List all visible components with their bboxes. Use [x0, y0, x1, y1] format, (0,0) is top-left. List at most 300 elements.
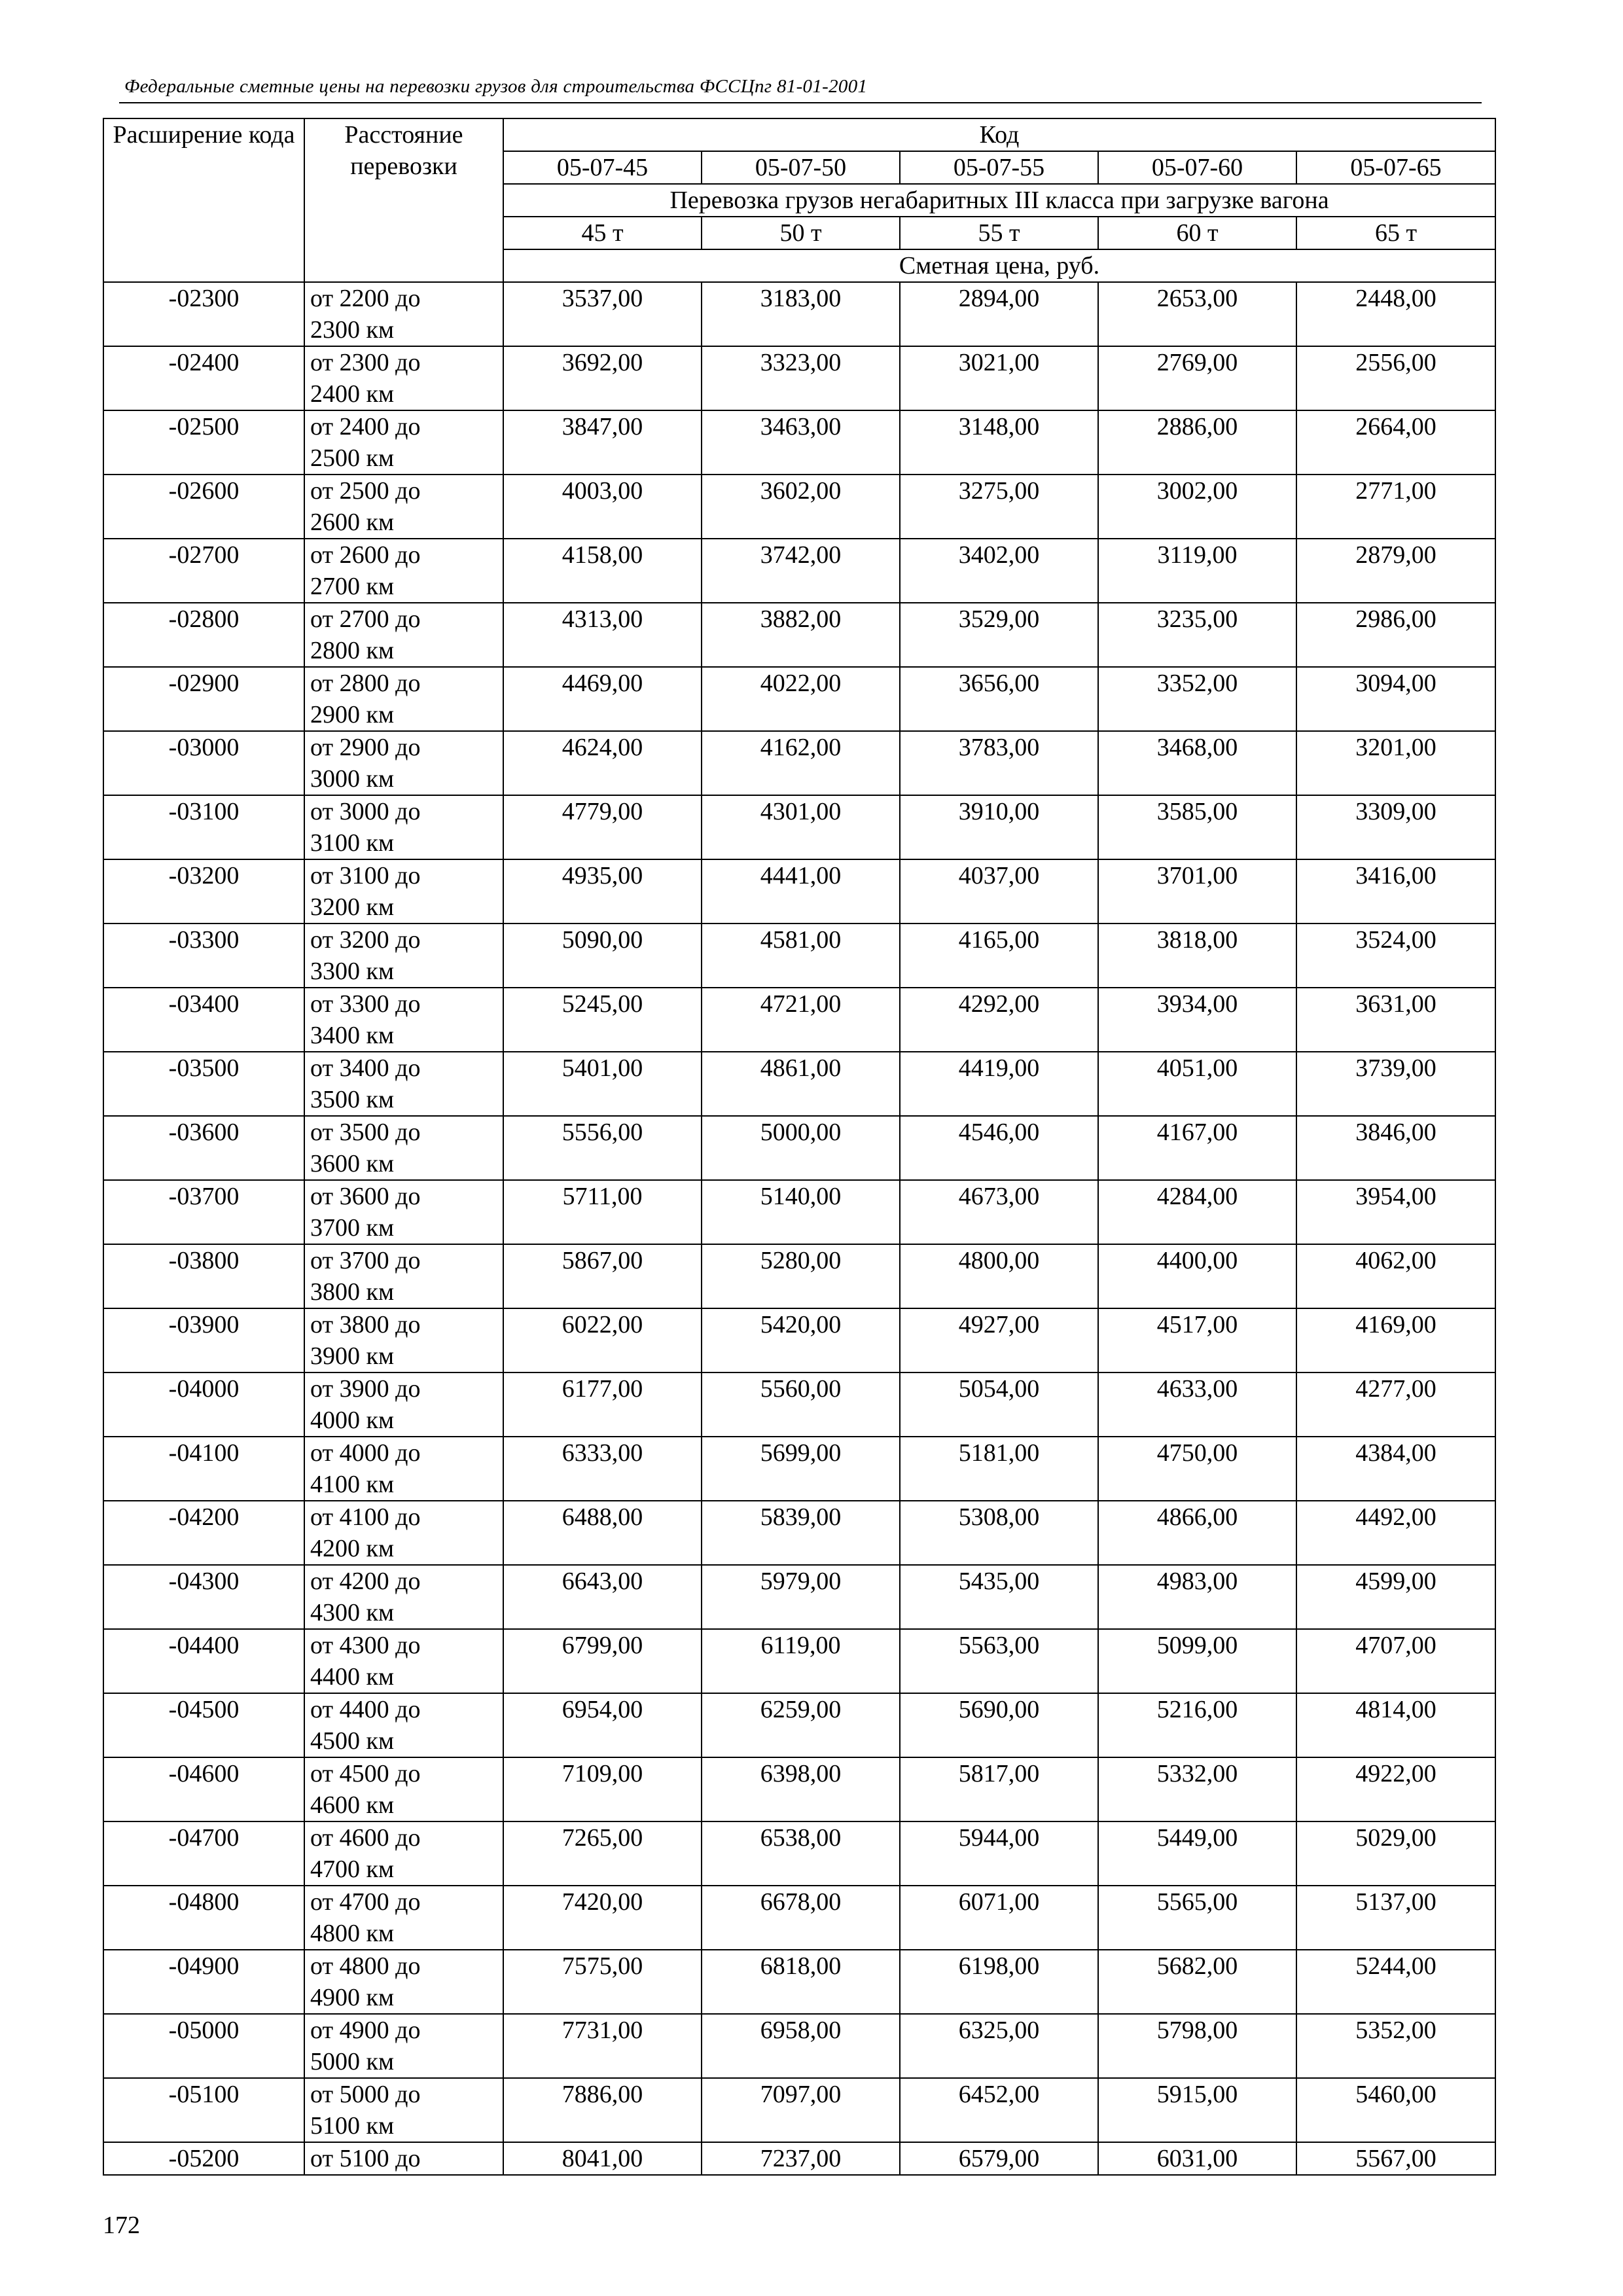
- price-cell: 4313,00: [503, 603, 702, 667]
- table-row: [103, 603, 1495, 667]
- price-cell: 2879,00: [1296, 539, 1495, 603]
- distance-line: 4000 км: [310, 1407, 395, 1434]
- table-row: [103, 1757, 1495, 1821]
- distance-line: от 2800 до: [310, 670, 421, 697]
- row-code: -03700: [103, 1180, 304, 1244]
- price-cell: 3656,00: [900, 667, 1098, 731]
- price-cell: 4599,00: [1296, 1565, 1495, 1629]
- row-distance: [304, 924, 503, 988]
- price-cell: 5401,00: [503, 1052, 702, 1116]
- price-cell: 4779,00: [503, 795, 702, 859]
- price-cell: 4400,00: [1098, 1244, 1296, 1308]
- price-cell: 2771,00: [1296, 475, 1495, 539]
- price-cell: 3275,00: [900, 475, 1098, 539]
- header-code: 05-07-65: [1296, 151, 1495, 184]
- header-load: 65 т: [1296, 217, 1495, 249]
- price-cell: 5029,00: [1296, 1821, 1495, 1886]
- distance-line: от 3900 до: [310, 1375, 421, 1403]
- header-code: 05-07-50: [702, 151, 900, 184]
- distance-line: от 4000 до: [310, 1439, 421, 1467]
- price-cell: 3585,00: [1098, 795, 1296, 859]
- header-distance: Расстояние перевозки: [304, 118, 503, 282]
- price-cell: 5699,00: [702, 1437, 900, 1501]
- row-code: -04600: [103, 1757, 304, 1821]
- row-distance: [304, 1501, 503, 1565]
- row-code: -03400: [103, 988, 304, 1052]
- row-distance: [304, 1950, 503, 2014]
- table-row: [103, 924, 1495, 988]
- row-code: -04100: [103, 1437, 304, 1501]
- price-cell: 2448,00: [1296, 282, 1495, 346]
- price-cell: 3910,00: [900, 795, 1098, 859]
- header-code: 05-07-45: [503, 151, 702, 184]
- price-cell: 2664,00: [1296, 410, 1495, 475]
- distance-line: 3800 км: [310, 1278, 395, 1306]
- row-code: -04400: [103, 1629, 304, 1693]
- row-code: -04300: [103, 1565, 304, 1629]
- price-cell: 3882,00: [702, 603, 900, 667]
- row-code: -02800: [103, 603, 304, 667]
- price-cell: 3402,00: [900, 539, 1098, 603]
- price-cell: 8041,00: [503, 2142, 702, 2175]
- price-cell: 6177,00: [503, 1372, 702, 1437]
- row-code: -03000: [103, 731, 304, 795]
- price-cell: 4800,00: [900, 1244, 1098, 1308]
- price-cell: 5435,00: [900, 1565, 1098, 1629]
- price-cell: 5245,00: [503, 988, 702, 1052]
- price-cell: 5216,00: [1098, 1693, 1296, 1757]
- price-cell: 3463,00: [702, 410, 900, 475]
- price-cell: 5556,00: [503, 1116, 702, 1180]
- price-cell: 5137,00: [1296, 1886, 1495, 1950]
- row-distance: [304, 346, 503, 410]
- distance-line: от 2500 до: [310, 477, 421, 505]
- price-cell: 7731,00: [503, 2014, 702, 2078]
- price-cell: 5798,00: [1098, 2014, 1296, 2078]
- header-price-label: Сметная цена, руб.: [503, 249, 1495, 282]
- price-cell: 3701,00: [1098, 859, 1296, 924]
- distance-line: от 5100 до: [310, 2145, 421, 2172]
- row-distance: [304, 539, 503, 603]
- row-code: -02400: [103, 346, 304, 410]
- row-code: -04000: [103, 1372, 304, 1437]
- distance-line: от 3100 до: [310, 862, 421, 889]
- price-cell: 5690,00: [900, 1693, 1098, 1757]
- table-row: [103, 1244, 1495, 1308]
- row-code: -02300: [103, 282, 304, 346]
- table-row: [103, 795, 1495, 859]
- distance-line: 2300 км: [310, 316, 395, 344]
- distance-line: 5000 км: [310, 2048, 395, 2075]
- table-row: [103, 1821, 1495, 1886]
- price-cell: 3783,00: [900, 731, 1098, 795]
- row-distance: [304, 410, 503, 475]
- price-cell: 4492,00: [1296, 1501, 1495, 1565]
- table-row: [103, 1180, 1495, 1244]
- price-cell: 4419,00: [900, 1052, 1098, 1116]
- table-row: [103, 1950, 1495, 2014]
- distance-line: 4400 км: [310, 1663, 395, 1691]
- price-cell: 5449,00: [1098, 1821, 1296, 1886]
- row-distance: [304, 1052, 503, 1116]
- price-cell: 4581,00: [702, 924, 900, 988]
- price-cell: 4814,00: [1296, 1693, 1495, 1757]
- distance-line: от 3000 до: [310, 798, 421, 825]
- row-distance: [304, 988, 503, 1052]
- price-cell: 4750,00: [1098, 1437, 1296, 1501]
- price-cell: 4673,00: [900, 1180, 1098, 1244]
- price-cell: 3323,00: [702, 346, 900, 410]
- row-distance: [304, 2014, 503, 2078]
- distance-line: 4600 км: [310, 1791, 395, 1819]
- price-cell: 5000,00: [702, 1116, 900, 1180]
- price-cell: 6678,00: [702, 1886, 900, 1950]
- header-load: 50 т: [702, 217, 900, 249]
- distance-line: 2600 км: [310, 509, 395, 536]
- price-cell: 4167,00: [1098, 1116, 1296, 1180]
- row-distance: [304, 731, 503, 795]
- distance-line: от 2900 до: [310, 734, 421, 761]
- price-cell: 7265,00: [503, 1821, 702, 1886]
- row-distance: [304, 2142, 503, 2175]
- price-cell: 3537,00: [503, 282, 702, 346]
- distance-line: 3300 км: [310, 958, 395, 985]
- price-cell: 6325,00: [900, 2014, 1098, 2078]
- price-cell: 3818,00: [1098, 924, 1296, 988]
- table-row: [103, 1886, 1495, 1950]
- distance-line: 3100 км: [310, 829, 395, 857]
- table-row: [103, 1372, 1495, 1437]
- distance-line: от 2700 до: [310, 605, 421, 633]
- price-cell: 2769,00: [1098, 346, 1296, 410]
- price-cell: 3742,00: [702, 539, 900, 603]
- distance-line: 2700 км: [310, 573, 395, 600]
- price-cell: 4441,00: [702, 859, 900, 924]
- price-cell: 3529,00: [900, 603, 1098, 667]
- distance-line: от 4600 до: [310, 1824, 421, 1852]
- distance-line: 3400 км: [310, 1022, 395, 1049]
- distance-line: от 3500 до: [310, 1119, 421, 1146]
- row-distance: [304, 859, 503, 924]
- price-cell: 4384,00: [1296, 1437, 1495, 1501]
- header-code-extension: Расширение кода: [103, 118, 304, 282]
- price-cell: 7420,00: [503, 1886, 702, 1950]
- price-cell: 4169,00: [1296, 1308, 1495, 1372]
- price-cell: 4624,00: [503, 731, 702, 795]
- distance-line: от 5000 до: [310, 2081, 421, 2108]
- distance-line: от 3300 до: [310, 990, 421, 1018]
- price-cell: 4922,00: [1296, 1757, 1495, 1821]
- price-cell: 3309,00: [1296, 795, 1495, 859]
- price-cell: 4633,00: [1098, 1372, 1296, 1437]
- table-row: [103, 2142, 1495, 2175]
- price-cell: 5140,00: [702, 1180, 900, 1244]
- price-cell: 4284,00: [1098, 1180, 1296, 1244]
- row-code: -02900: [103, 667, 304, 731]
- price-cell: 7237,00: [702, 2142, 900, 2175]
- table-row: [103, 1116, 1495, 1180]
- price-cell: 5817,00: [900, 1757, 1098, 1821]
- price-cell: 3352,00: [1098, 667, 1296, 731]
- distance-line: 3700 км: [310, 1214, 395, 1242]
- running-header: Федеральные сметные цены на перевозки грузов для строительства ФССЦпг 81-01-2001: [124, 76, 868, 97]
- price-cell: 3468,00: [1098, 731, 1296, 795]
- price-cell: 5332,00: [1098, 1757, 1296, 1821]
- price-cell: 3954,00: [1296, 1180, 1495, 1244]
- row-code: -05200: [103, 2142, 304, 2175]
- price-cell: 3692,00: [503, 346, 702, 410]
- distance-line: 4700 км: [310, 1856, 395, 1883]
- price-cell: 3602,00: [702, 475, 900, 539]
- distance-line: от 4700 до: [310, 1888, 421, 1916]
- price-cell: 3201,00: [1296, 731, 1495, 795]
- distance-line: от 4100 до: [310, 1503, 421, 1531]
- row-distance: [304, 1693, 503, 1757]
- price-cell: 4022,00: [702, 667, 900, 731]
- price-cell: 4037,00: [900, 859, 1098, 924]
- distance-line: от 3700 до: [310, 1247, 421, 1274]
- price-cell: 5090,00: [503, 924, 702, 988]
- row-distance: [304, 282, 503, 346]
- row-code: -04900: [103, 1950, 304, 2014]
- table-row: [103, 539, 1495, 603]
- price-table: [103, 118, 1496, 2176]
- price-cell: 5711,00: [503, 1180, 702, 1244]
- price-cell: 4721,00: [702, 988, 900, 1052]
- price-cell: 6538,00: [702, 1821, 900, 1886]
- distance-line: 3900 км: [310, 1342, 395, 1370]
- price-cell: 6259,00: [702, 1693, 900, 1757]
- table-row: [103, 667, 1495, 731]
- row-distance: [304, 1437, 503, 1501]
- price-cell: 3148,00: [900, 410, 1098, 475]
- row-distance: [304, 795, 503, 859]
- table-row: [103, 1501, 1495, 1565]
- price-cell: 7886,00: [503, 2078, 702, 2142]
- price-cell: 3002,00: [1098, 475, 1296, 539]
- price-cell: 7097,00: [702, 2078, 900, 2142]
- price-cell: 3846,00: [1296, 1116, 1495, 1180]
- row-distance: [304, 2078, 503, 2142]
- header-code: 05-07-60: [1098, 151, 1296, 184]
- price-cell: 2986,00: [1296, 603, 1495, 667]
- price-cell: 2886,00: [1098, 410, 1296, 475]
- header-code: 05-07-55: [900, 151, 1098, 184]
- distance-line: 2800 км: [310, 637, 395, 664]
- row-code: -03100: [103, 795, 304, 859]
- distance-line: 2500 км: [310, 444, 395, 472]
- price-cell: 4707,00: [1296, 1629, 1495, 1693]
- price-cell: 5560,00: [702, 1372, 900, 1437]
- price-cell: 6022,00: [503, 1308, 702, 1372]
- table-row: [103, 1052, 1495, 1116]
- row-distance: [304, 1372, 503, 1437]
- distance-line: 3600 км: [310, 1150, 395, 1177]
- price-cell: 6333,00: [503, 1437, 702, 1501]
- price-cell: 3183,00: [702, 282, 900, 346]
- price-cell: 4517,00: [1098, 1308, 1296, 1372]
- header-load: 60 т: [1098, 217, 1296, 249]
- header-load: 45 т: [503, 217, 702, 249]
- price-cell: 6488,00: [503, 1501, 702, 1565]
- distance-line: от 2400 до: [310, 413, 421, 440]
- distance-line: от 2300 до: [310, 349, 421, 376]
- table-row: [103, 2014, 1495, 2078]
- table-row: [103, 410, 1495, 475]
- row-code: -03200: [103, 859, 304, 924]
- distance-line: 4300 км: [310, 1599, 395, 1626]
- price-cell: 6398,00: [702, 1757, 900, 1821]
- price-cell: 4861,00: [702, 1052, 900, 1116]
- table-row: [103, 1308, 1495, 1372]
- price-cell: 5280,00: [702, 1244, 900, 1308]
- distance-line: от 3200 до: [310, 926, 421, 954]
- price-cell: 4935,00: [503, 859, 702, 924]
- row-distance: [304, 1821, 503, 1886]
- price-cell: 2653,00: [1098, 282, 1296, 346]
- price-cell: 4277,00: [1296, 1372, 1495, 1437]
- table-row: [103, 731, 1495, 795]
- distance-line: 3200 км: [310, 893, 395, 921]
- price-cell: 6643,00: [503, 1565, 702, 1629]
- distance-line: от 4500 до: [310, 1760, 421, 1787]
- price-cell: 3119,00: [1098, 539, 1296, 603]
- price-cell: 3739,00: [1296, 1052, 1495, 1116]
- price-cell: 6198,00: [900, 1950, 1098, 2014]
- distance-line: 2900 км: [310, 701, 395, 728]
- table-row: [103, 988, 1495, 1052]
- price-cell: 6958,00: [702, 2014, 900, 2078]
- price-cell: 5308,00: [900, 1501, 1098, 1565]
- price-cell: 4301,00: [702, 795, 900, 859]
- price-cell: 5460,00: [1296, 2078, 1495, 2142]
- distance-line: 3500 км: [310, 1086, 395, 1113]
- header-cargo-description: Перевозка грузов негабаритных III класса при загрузке вагона: [503, 184, 1495, 217]
- price-cell: 5181,00: [900, 1437, 1098, 1501]
- price-cell: 4983,00: [1098, 1565, 1296, 1629]
- price-cell: 5839,00: [702, 1501, 900, 1565]
- header-load: 55 т: [900, 217, 1098, 249]
- header-row-1: [103, 118, 1495, 151]
- table-row: [103, 1629, 1495, 1693]
- row-code: -05000: [103, 2014, 304, 2078]
- price-cell: 3524,00: [1296, 924, 1495, 988]
- price-cell: 6031,00: [1098, 2142, 1296, 2175]
- distance-line: от 4800 до: [310, 1952, 421, 1980]
- price-cell: 2894,00: [900, 282, 1098, 346]
- price-cell: 3021,00: [900, 346, 1098, 410]
- row-code: -04800: [103, 1886, 304, 1950]
- price-cell: 5915,00: [1098, 2078, 1296, 2142]
- distance-line: от 3600 до: [310, 1183, 421, 1210]
- distance-line: от 4200 до: [310, 1568, 421, 1595]
- distance-line: от 2200 до: [310, 285, 421, 312]
- table-row: [103, 475, 1495, 539]
- page-number: 172: [103, 2212, 140, 2239]
- price-cell: 5682,00: [1098, 1950, 1296, 2014]
- distance-line: 3000 км: [310, 765, 395, 793]
- price-cell: 6799,00: [503, 1629, 702, 1693]
- table-row: [103, 282, 1495, 346]
- distance-line: 4500 км: [310, 1727, 395, 1755]
- row-code: -02600: [103, 475, 304, 539]
- price-cell: 5979,00: [702, 1565, 900, 1629]
- price-cell: 5563,00: [900, 1629, 1098, 1693]
- price-cell: 6071,00: [900, 1886, 1098, 1950]
- table-row: [103, 1565, 1495, 1629]
- price-cell: 6452,00: [900, 2078, 1098, 2142]
- price-cell: 4062,00: [1296, 1244, 1495, 1308]
- price-cell: 4292,00: [900, 988, 1098, 1052]
- row-code: -04500: [103, 1693, 304, 1757]
- row-distance: [304, 1886, 503, 1950]
- price-cell: 5867,00: [503, 1244, 702, 1308]
- price-cell: 3934,00: [1098, 988, 1296, 1052]
- price-cell: 5054,00: [900, 1372, 1098, 1437]
- table-row: [103, 2078, 1495, 2142]
- price-cell: 3416,00: [1296, 859, 1495, 924]
- price-cell: 4866,00: [1098, 1501, 1296, 1565]
- row-code: -04700: [103, 1821, 304, 1886]
- row-distance: [304, 1116, 503, 1180]
- distance-line: 5100 км: [310, 2112, 395, 2140]
- price-cell: 5565,00: [1098, 1886, 1296, 1950]
- price-cell: 7575,00: [503, 1950, 702, 2014]
- distance-line: 4100 км: [310, 1471, 395, 1498]
- table-row: [103, 859, 1495, 924]
- distance-line: от 2600 до: [310, 541, 421, 569]
- table-row: [103, 1437, 1495, 1501]
- row-distance: [304, 475, 503, 539]
- price-cell: 4927,00: [900, 1308, 1098, 1372]
- price-cell: 3235,00: [1098, 603, 1296, 667]
- price-cell: 4158,00: [503, 539, 702, 603]
- row-code: -04200: [103, 1501, 304, 1565]
- price-cell: 6579,00: [900, 2142, 1098, 2175]
- price-cell: 4162,00: [702, 731, 900, 795]
- distance-line: от 4400 до: [310, 1696, 421, 1723]
- row-code: -03600: [103, 1116, 304, 1180]
- price-cell: 4546,00: [900, 1116, 1098, 1180]
- table-row: [103, 346, 1495, 410]
- row-distance: [304, 1757, 503, 1821]
- distance-line: 4900 км: [310, 1984, 395, 2011]
- row-distance: [304, 1565, 503, 1629]
- price-cell: 7109,00: [503, 1757, 702, 1821]
- row-code: -03900: [103, 1308, 304, 1372]
- price-cell: 4469,00: [503, 667, 702, 731]
- price-cell: 3847,00: [503, 410, 702, 475]
- price-cell: 4165,00: [900, 924, 1098, 988]
- price-cell: 4003,00: [503, 475, 702, 539]
- row-distance: [304, 603, 503, 667]
- table-row: [103, 1693, 1495, 1757]
- distance-line: от 3800 до: [310, 1311, 421, 1338]
- row-code: -03300: [103, 924, 304, 988]
- row-code: -02700: [103, 539, 304, 603]
- price-cell: 6954,00: [503, 1693, 702, 1757]
- row-code: -05100: [103, 2078, 304, 2142]
- price-cell: 5352,00: [1296, 2014, 1495, 2078]
- row-code: -03500: [103, 1052, 304, 1116]
- row-distance: [304, 1180, 503, 1244]
- distance-line: от 4900 до: [310, 2017, 421, 2044]
- row-distance: [304, 1308, 503, 1372]
- price-cell: 5099,00: [1098, 1629, 1296, 1693]
- price-cell: 5244,00: [1296, 1950, 1495, 2014]
- price-cell: 4051,00: [1098, 1052, 1296, 1116]
- row-distance: [304, 1244, 503, 1308]
